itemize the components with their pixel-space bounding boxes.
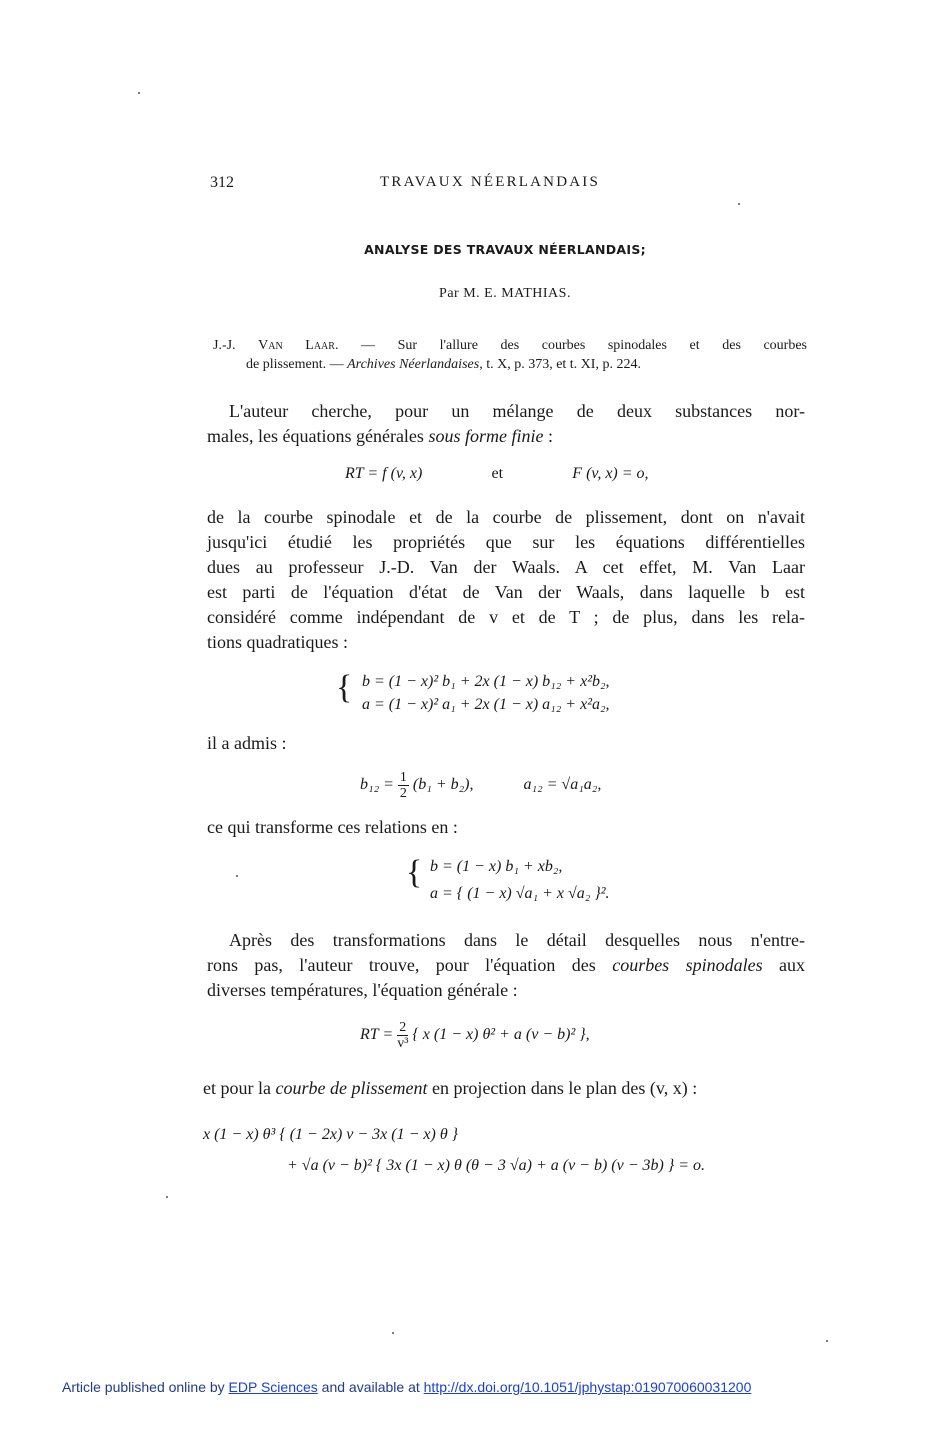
equation-6-line-1: x (1 − x) θ³ { (1 − 2x) v − 3x (1 − x) θ }	[203, 1126, 459, 1143]
paragraph-5	[207, 928, 805, 1003]
text-line	[207, 953, 805, 978]
equation-rhs: { x (1 − x) θ² + a (v − b)² },	[408, 1026, 590, 1044]
text-line: de la courbe spinodale et de la courbe de plissement, dont on n'avait	[207, 507, 805, 527]
italic-span: courbe de plissement	[275, 1078, 428, 1098]
text-line: tions quadratiques :	[207, 632, 348, 652]
equation-lhs: b₁₂ =	[360, 776, 398, 794]
text-span: aux	[762, 955, 805, 975]
fraction-numerator: 2	[397, 1020, 408, 1036]
reference-title-end: de plissement. —	[246, 357, 348, 372]
scan-speck	[138, 92, 140, 94]
text-line	[203, 1076, 805, 1101]
scan-speck	[738, 203, 740, 205]
section-title: ANALYSE DES TRAVAUX NÉERLANDAIS;	[364, 242, 646, 257]
text-line: Après des transformations dans le détail desquelles nous n'entre-	[229, 930, 805, 950]
equation-rhs: F (v, x) = o,	[572, 465, 649, 482]
equation-4-line-1: b = (1 − x) b₁ + xb₂,	[430, 858, 563, 875]
equation-5	[360, 1020, 590, 1051]
text-line: considéré comme indépendant de v et de T ; de plus, dans les rela-	[207, 607, 805, 627]
footer-text: Article published online by	[62, 1379, 229, 1395]
footer-text: and available at	[317, 1379, 424, 1395]
equation-lhs: RT =	[360, 1026, 398, 1044]
reference-line-1	[213, 336, 807, 355]
text-span: rons pas, l'auteur trouve, pour l'équation des	[207, 955, 613, 975]
reference-details: , t. X, p. 373, et t. XI, p. 224.	[479, 357, 641, 372]
publication-footer	[62, 1379, 751, 1395]
equation-2-line-2: a = (1 − x)² a₁ + 2x (1 − x) a₁₂ + x²a₂,	[362, 696, 610, 713]
scan-speck	[236, 875, 238, 877]
text-line: dues au professeur J.-D. Van der Waals. A cet effet, M. Van Laar	[207, 557, 805, 577]
text-span: en projection dans le plan des (v, x) :	[427, 1078, 698, 1098]
reference-title: . — Sur l'allure des courbes spinodales et des courbes	[334, 338, 808, 353]
text-span: males, les équations générales	[207, 426, 429, 446]
fraction	[398, 770, 409, 801]
reference-line-2	[213, 355, 807, 374]
equation-lhs: RT = f (v, x)	[345, 465, 423, 482]
paragraph-2	[207, 505, 805, 655]
italic-span: sous forme finie	[428, 426, 544, 446]
author-line	[0, 286, 930, 302]
fraction	[397, 1020, 408, 1051]
paragraph-3: il a admis :	[207, 733, 287, 753]
equation-conjunction: et	[491, 465, 504, 482]
page-number: 312	[210, 174, 234, 191]
text-line: L'auteur cherche, pour un mélange de deux substances nor-	[229, 401, 805, 421]
bibliographic-reference	[213, 336, 807, 374]
scan-speck	[826, 1340, 828, 1342]
publisher-link[interactable]: EDP Sciences	[228, 1379, 318, 1395]
author-prefix: Par	[439, 286, 464, 301]
text-span: et pour la	[203, 1078, 276, 1098]
running-title: TRAVAUX NÉERLANDAIS	[380, 174, 601, 190]
paragraph-4: ce qui transforme ces relations en :	[207, 817, 458, 837]
italic-span: courbes spinodales	[612, 955, 763, 975]
text-line: est parti de l'équation d'état de Van der Waals, dans laquelle b est	[207, 582, 805, 602]
equation-6-line-2: + √a (v − b)² { 3x (1 − x) θ (θ − 3 √a) + a (v − b) (v − 3b) } = o.	[287, 1157, 706, 1174]
fraction-denominator: v³	[397, 1036, 409, 1051]
left-brace: {	[336, 669, 353, 706]
equation-second: a₁₂ = √a₁a₂,	[523, 776, 602, 794]
left-brace: {	[406, 854, 423, 891]
reference-author: Van Laar	[258, 338, 335, 353]
reference-initials: J.-J.	[213, 338, 259, 353]
scan-speck	[392, 1332, 394, 1334]
fraction-denominator: 2	[399, 786, 407, 801]
equation-rhs: (b₁ + b₂),	[408, 776, 474, 794]
reference-journal: Archives Néerlandaises	[347, 357, 480, 372]
text-line: jusqu'ici étudié les propriétés que sur les équations différentielles	[207, 532, 805, 552]
scan-speck	[166, 1196, 168, 1198]
fraction-numerator: 1	[399, 770, 407, 785]
equation-4-line-2: a = { (1 − x) √a₁ + x √a₂ }².	[430, 885, 610, 902]
paragraph-1	[207, 399, 805, 449]
text-line	[207, 424, 805, 449]
equation-3	[360, 770, 601, 801]
paragraph-6	[203, 1076, 805, 1101]
doi-link[interactable]: http://dx.doi.org/10.1051/jphystap:019070060031200	[423, 1379, 752, 1395]
author-name: M. E. MATHIAS.	[463, 286, 571, 301]
text-line: diverses températures, l'équation générale :	[207, 980, 518, 1000]
equation-2-line-1: b = (1 − x)² b₁ + 2x (1 − x) b₁₂ + x²b₂,	[362, 673, 610, 690]
text-span: :	[543, 426, 553, 446]
equation-1	[345, 465, 649, 483]
